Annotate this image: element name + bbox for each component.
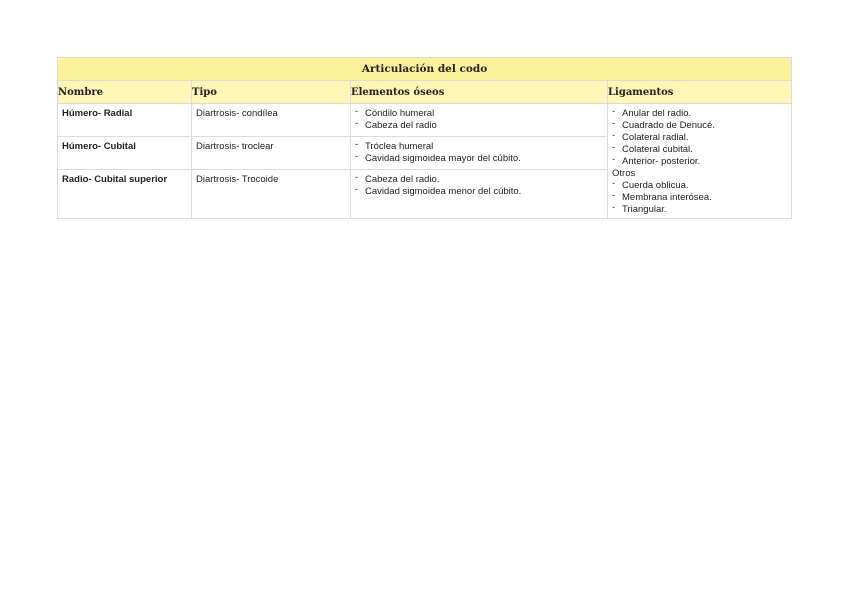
list-item: - Colateral radial. (612, 132, 787, 144)
row-tipo: Diartrosis- condílea (192, 104, 351, 137)
list-item: - Anterior- posterior. (612, 156, 787, 168)
list-item: - Tróclea humeral (355, 141, 603, 153)
table-row (58, 104, 792, 137)
header-elementos-oseos: Elementos óseos (351, 81, 608, 104)
row-nombre: Húmero- Radial (58, 104, 192, 137)
table-header-row (58, 81, 792, 104)
row-tipo: Diartrosis- Trocoide (192, 170, 351, 219)
list-item: - Cavidad sigmoidea menor del cúbito. (355, 186, 603, 198)
list-item: - Cavidad sigmoidea mayor del cúbito. (355, 153, 603, 165)
header-tipo: Tipo (192, 81, 351, 104)
header-nombre: Nombre (58, 81, 192, 104)
list-item: - Membrana interósea. (612, 192, 787, 204)
otros-label: Otros (612, 168, 636, 179)
row-tipo: Diartrosis- troclear (192, 137, 351, 170)
row-elementos (351, 137, 608, 170)
list-item: - Colateral cubital. (612, 144, 787, 156)
header-ligamentos: Ligamentos (608, 81, 792, 104)
list-item: - Cóndilo humeral (355, 108, 603, 120)
row-nombre: Húmero- Cubital (58, 137, 192, 170)
list-item: - Cuerda oblicua. (612, 180, 787, 192)
ligamentos-cell (608, 104, 792, 219)
row-elementos (351, 104, 608, 137)
list-item: - Triangular. (612, 204, 787, 216)
list-item: - Cuadrado de Denucé. (612, 120, 787, 132)
row-elementos (351, 170, 608, 219)
table-title: Articulación del codo (58, 58, 792, 81)
elbow-joint-table (57, 57, 792, 219)
table-title-row (58, 58, 792, 81)
row-nombre: Radio- Cubital superior (58, 170, 192, 219)
list-item: - Cabeza del radio (355, 120, 603, 132)
list-item: - Cabeza del radio. (355, 174, 603, 186)
list-item: - Anular del radio. (612, 108, 787, 120)
